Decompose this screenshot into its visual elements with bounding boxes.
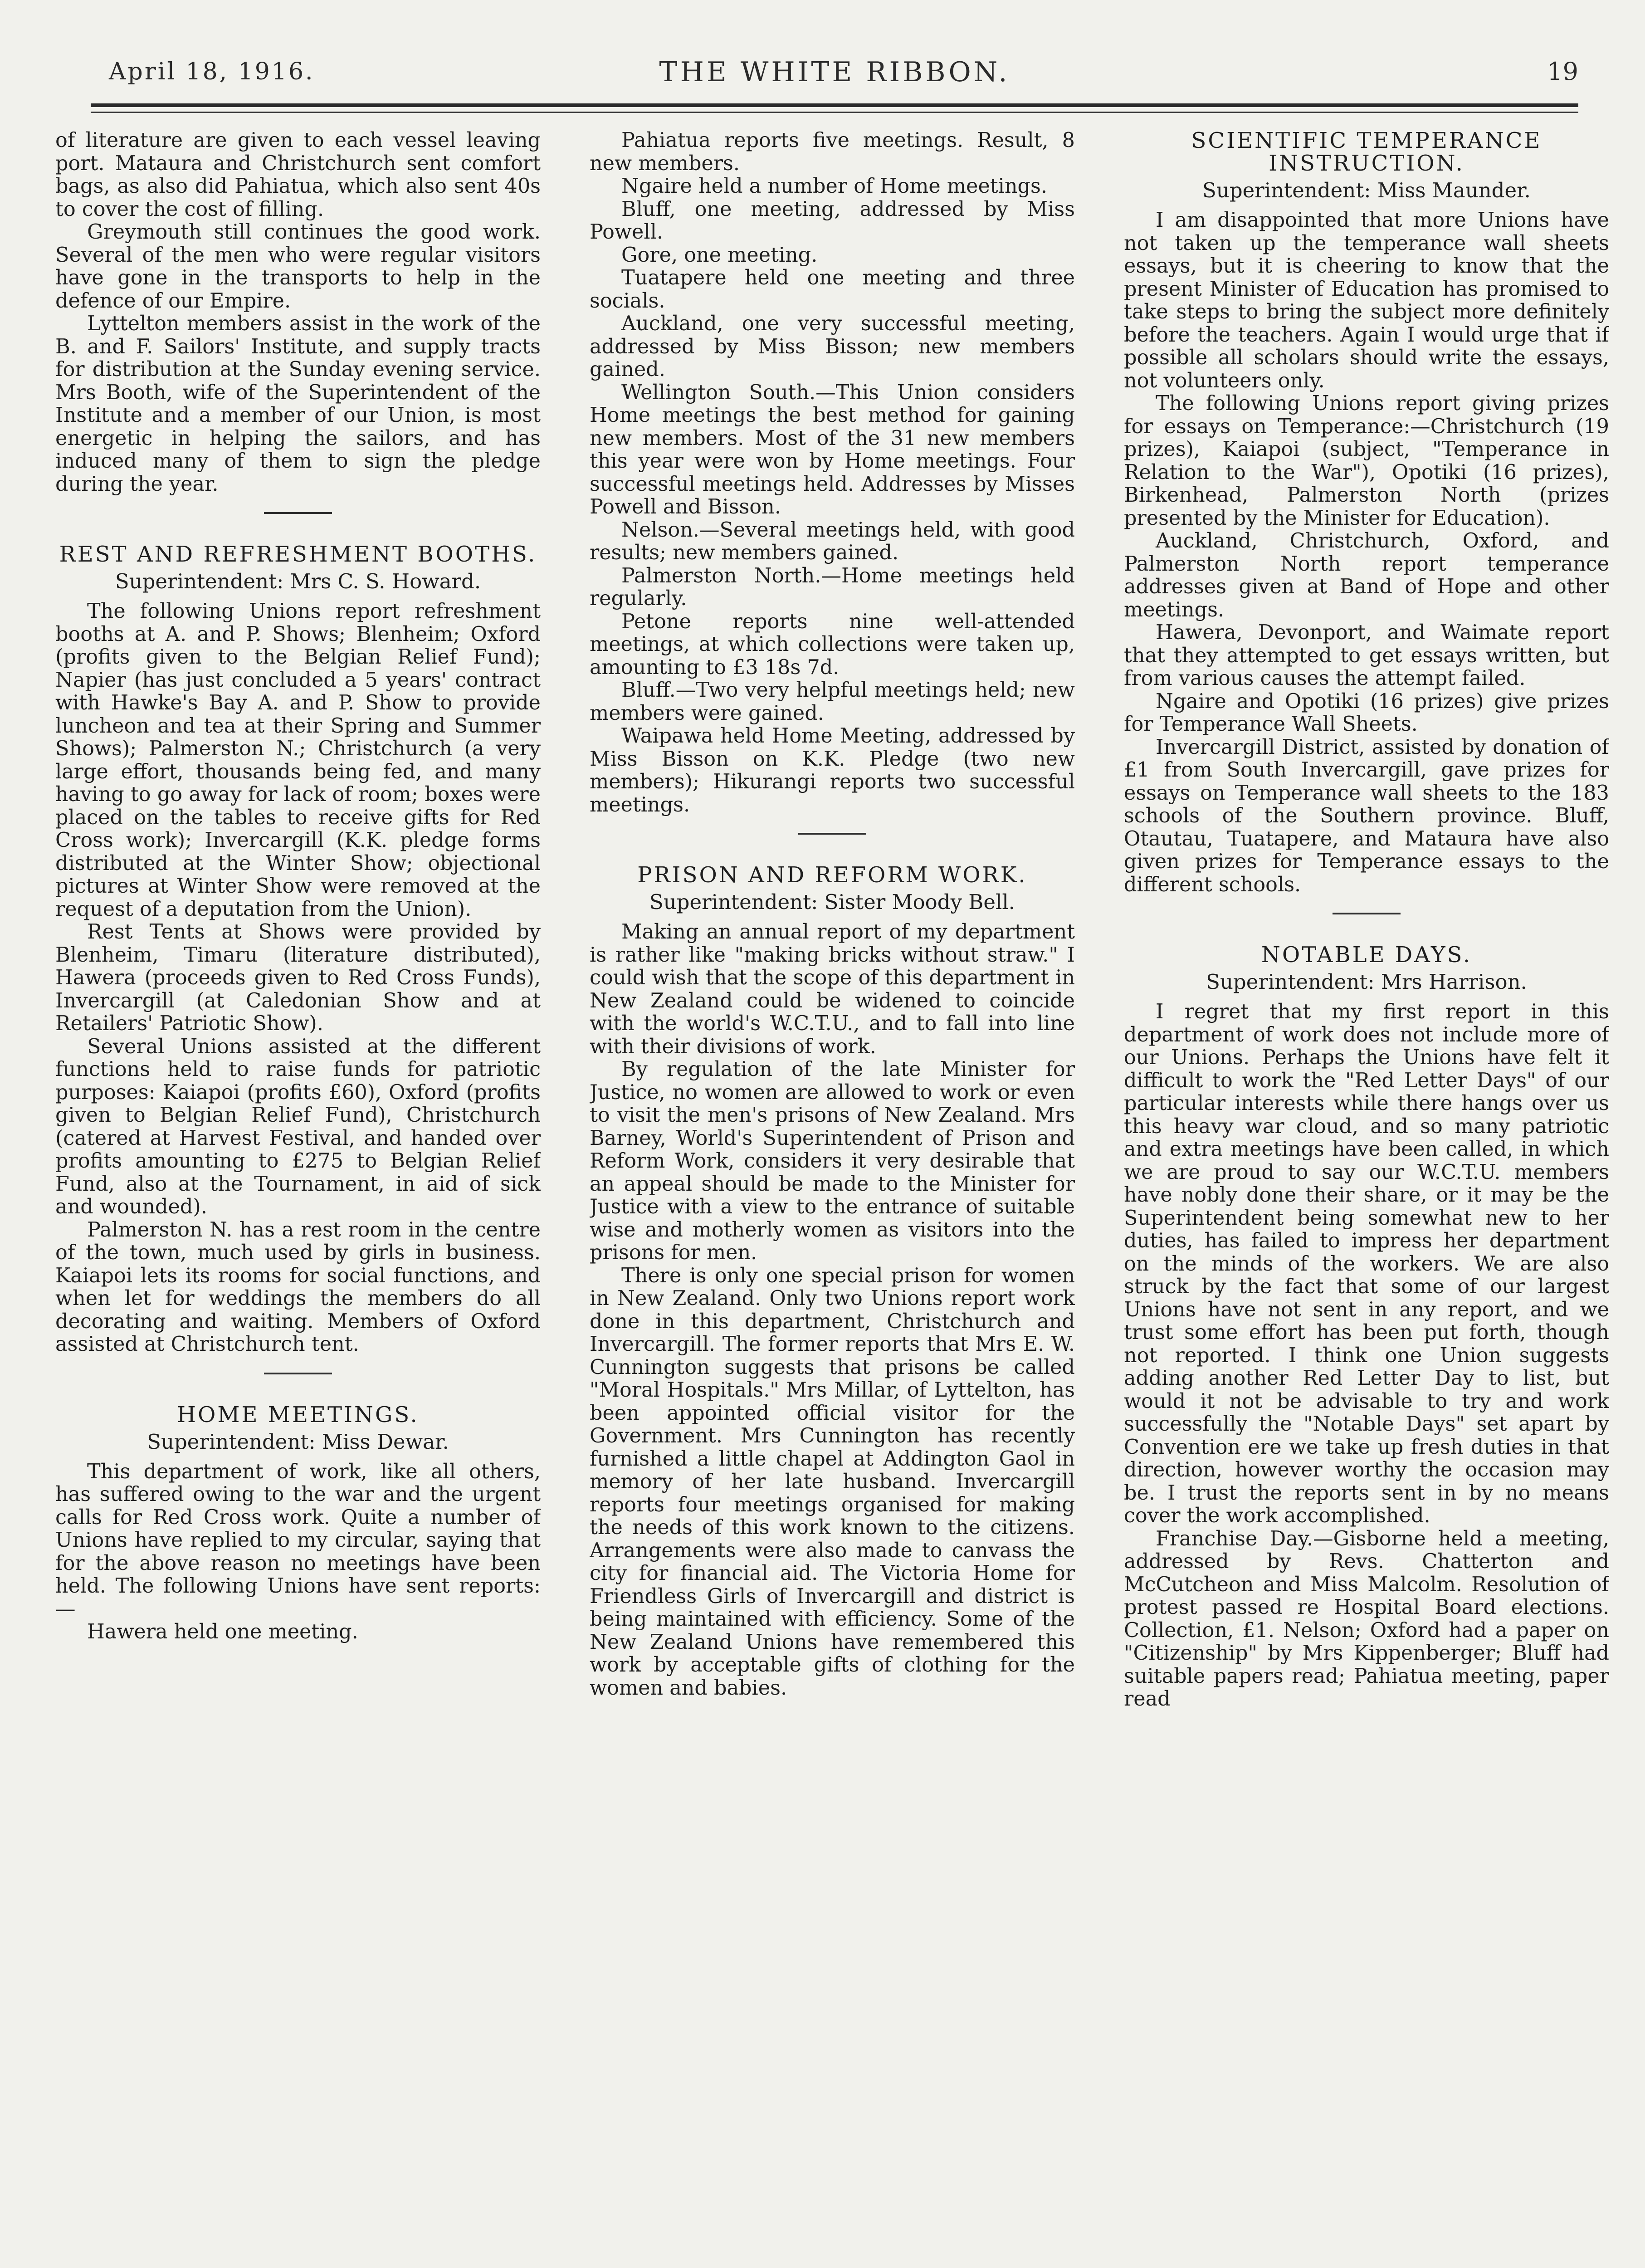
section-divider [264,1373,332,1374]
paragraph: Lyttelton members assist in the work of the B. and F. Sailors' Institute, and supply tracts for distribution at the Sunday evening service. Mrs Booth, wife of the Superintendent of the Institute and a member of our Union, is most energetic in helping the sailors, and has induced many of them to sign the pledge during the year. [55,312,541,496]
section-divider [264,512,332,514]
section-title-home-meetings: HOME MEETINGS. [177,1402,419,1427]
paragraph: Invercargill District, assisted by donation of £1 from South Invercargill, gave prizes for essays on Temperance wall sheets to the 183 schools of the Southern province. Bluff, Otautau, Tuatapere, and Mataura have also given prizes for Temperance essays to the different schools. [1124,735,1609,896]
header-rule-thin [91,112,1578,113]
column-2 [590,129,1075,2243]
paragraph: Franchise Day.—Gisborne held a meeting, addressed by Revs. Chatterton and McCutcheon and Miss Malcolm. Resolution of protest passed re Hospital Board elections. Collection, £1. Nelson; Oxford had a paper on "Citizenship" by Mrs Kippenberger; Bluff had suitable papers read; Pahiatua meeting, paper read [1124,1527,1609,1711]
masthead [91,54,1578,94]
header-rule-thick [91,103,1578,107]
superintendent-line: Superintendent: Sister Moody Bell. [649,890,1015,914]
paragraph: This department of work, like all others, has suffered owing to the war and the urgent calls for Red Cross work. Quite a number of Unions have replied to my circular, saying that for the above reason no meetings have been held. The following Unions have sent reports:— [55,1460,541,1621]
paragraph: Making an annual report of my department is rather like "making bricks without straw." I could wish that the scope of this department in New Zealand could be widened to coincide with the world's W.C.T.U., and to fall into line with their divisions of work. [590,920,1075,1058]
superintendent-line: Superintendent: Mrs C. S. Howard. [115,569,481,593]
section-divider [1333,913,1401,914]
column-3 [1124,129,1609,2243]
newspaper-title: THE WHITE RIBBON. [659,56,1010,88]
section-divider [798,833,866,835]
paragraph: Hawera held one meeting. [87,1620,358,1643]
paragraph: Waipawa held Home Meeting, addressed by Miss Bisson on K.K. Pledge (two new members); Hikurangi reports two successful meetings. [590,724,1075,816]
issue-date: April 18, 1916. [109,58,315,85]
paragraph: I regret that my first report in this department of work does not include more of our Unions. Perhaps the Unions have felt it difficult to work the "Red Letter Days" of our particular interests while there hangs over us this heavy war cloud, and so many patriotic and extra meetings have been called, in which we are proud to say our W.C.T.U. members have nobly done their share, or it may be the Superintendent being somewhat new to her duties, has failed to impress her department on the minds of the workers. We are also struck by the fact that some of our largest Unions have not sent in any report, and we trust some effort has been put forth, though not reported. I think one Union suggests adding another Red Letter Day to list, but would it not be advisable to try and work successfully the "Notable Days" set apart by Convention ere we take up fresh duties in that direction, however worthy the occasion may be. I trust the reports sent in by no means cover the work accomplished. [1124,1000,1609,1527]
paragraph: Auckland, Christchurch, Oxford, and Palmerston North report temperance addresses given at Band of Hope and other meetings. [1124,529,1609,621]
paragraph: Ngaire held a number of Home meetings. [621,175,1048,198]
section-title-rest-booths: REST AND REFRESHMENT BOOTHS. [59,542,537,567]
paragraph: There is only one special prison for women in New Zealand. Only two Unions report work done in this department, Christchurch and Invercargill. The former reports that Mrs E. W. Cunnington suggests that prisons be called "Moral Hospitals." Mrs Millar, of Lyttelton, has been appointed official visitor for the Government. Mrs Cunnington has recently furnished a little chapel at Addington Gaol in memory of her late husband. Invercargill reports four meetings organised for making the needs of this work known to the citizens. Arrangements were also made to canvass the city for financial aid. The Victoria Home for Friendless Girls of Invercargill and district is being maintained with efficiency. Some of the New Zealand Unions have remembered this work by acceptable gifts of clothing for the women and babies. [590,1264,1075,1700]
paragraph: Wellington South.—This Union considers Home meetings the best method for gaining new members. Most of the 31 new members this year were won by Home meetings. Four successful meetings held. Addresses by Misses Powell and Bisson. [590,381,1075,518]
paragraph: Bluff, one meeting, addressed by Miss Powell. [590,197,1075,244]
paragraph: By regulation of the late Minister for Justice, no women are allowed to work or even to visit the men's prisons of New Zealand. Mrs Barney, World's Superintendent of Prison and Reform Work, considers it very desirable that an appeal should be made to the Minister for Justice with a view to the entrance of suitable wise and motherly women as visitors into the prisons for men. [590,1058,1075,1264]
paragraph: Ngaire and Opotiki (16 prizes) give prizes for Temperance Wall Sheets. [1124,689,1609,736]
paragraph: Nelson.—Several meetings held, with good results; new members gained. [590,518,1075,564]
paragraph: I am disappointed that more Unions have not taken up the temperance wall sheets essays, but it is cheering to know that the present Minister of Education has promised to take steps to bring the subject more definitely before the teachers. Again I would urge that if possible all scholars should write the essays, not volunteers only. [1124,209,1609,392]
column-1 [55,129,541,2243]
paragraph: The following Unions report refreshment booths at A. and P. Shows; Blenheim; Oxford (profits given to the Belgian Relief Fund); Napier (has just concluded a 5 years' contract with Hawke's Bay A. and P. Show to provide luncheon and tea at their Spring and Summer Shows); Palmerston N.; Christchurch (a very large effort, thousands being fed, and many having to go away for lack of room; boxes were placed on the tables to receive gifts for Red Cross work); Invercargill (K.K. pledge forms distributed at the Winter Show; objectional pictures at Winter Show were removed at the request of a deputation from the Union). [55,600,541,921]
paragraph: Tuatapere held one meeting and three socials. [590,266,1075,313]
paragraph: Palmerston North.—Home meetings held regularly. [590,564,1075,610]
paragraph: Rest Tents at Shows were provided by Blenheim, Timaru (literature distributed), Hawera (proceeds given to Red Cross Funds), Invercargill (at Caledonian Show and at Retailers' Patriotic Show). [55,920,541,1035]
paragraph: Pahiatua reports five meetings. Result, 8 new members. [590,129,1075,175]
superintendent-line: Superintendent: Mrs Harrison. [1206,970,1527,994]
paragraph: Auckland, one very successful meeting, addressed by Miss Bisson; new members gained. [590,312,1075,381]
paragraph: Petone reports nine well-attended meetings, at which collections were taken up, amounting to £3 18s 7d. [590,610,1075,679]
page-number: 19 [1547,57,1578,86]
paragraph: Gore, one meeting. [621,243,818,267]
paragraph: Hawera, Devonport, and Waimate report that they attempted to get essays written, but from various causes the attempt failed. [1124,621,1609,690]
paragraph: Several Unions assisted at the different functions held to raise funds for patriotic purposes: Kaiapoi (profits £60), Oxford (profits given to Belgian Relief Fund), Christchurch (catered at Harvest Festival, and handed over profits amounting to £275 to Belgian Relief Fund, also at the Tournament, in aid of sick and wounded). [55,1035,541,1218]
superintendent-line: Superintendent: Miss Dewar. [147,1429,449,1454]
section-title-notable-days: NOTABLE DAYS. [1261,942,1472,968]
section-title-prison: PRISON AND REFORM WORK. [637,862,1027,888]
superintendent-line: Superintendent: Miss Maunder. [1202,178,1531,202]
paragraph: of literature are given to each vessel leaving port. Mataura and Christchurch sent comfort bags, as also did Pahiatua, which also sent 40s to cover the cost of filling. [55,129,541,221]
paragraph: Palmerston N. has a rest room in the centre of the town, much used by girls in business. Kaiapoi lets its rooms for social functions, and when let for weddings the members do all decorating and waiting. Members of Oxford assisted at Christchurch tent. [55,1218,541,1356]
paragraph: Bluff.—Two very helpful meetings held; new members were gained. [590,679,1075,725]
paragraph: Greymouth still continues the good work. Several of the men who were regular visitors have gone in the transports to help in the defence of our Empire. [55,220,541,313]
section-title-scientific-temperance: SCIENTIFIC TEMPERANCE INSTRUCTION. [1191,129,1542,176]
paragraph: The following Unions report giving prizes for essays on Temperance:—Christchurch (19 prizes), Kaiapoi (subject, "Temperance in Relation to the War"), Opotiki (16 prizes), Birkenhead, Palmerston North (prizes presented by the Minister for Education). [1124,392,1609,530]
